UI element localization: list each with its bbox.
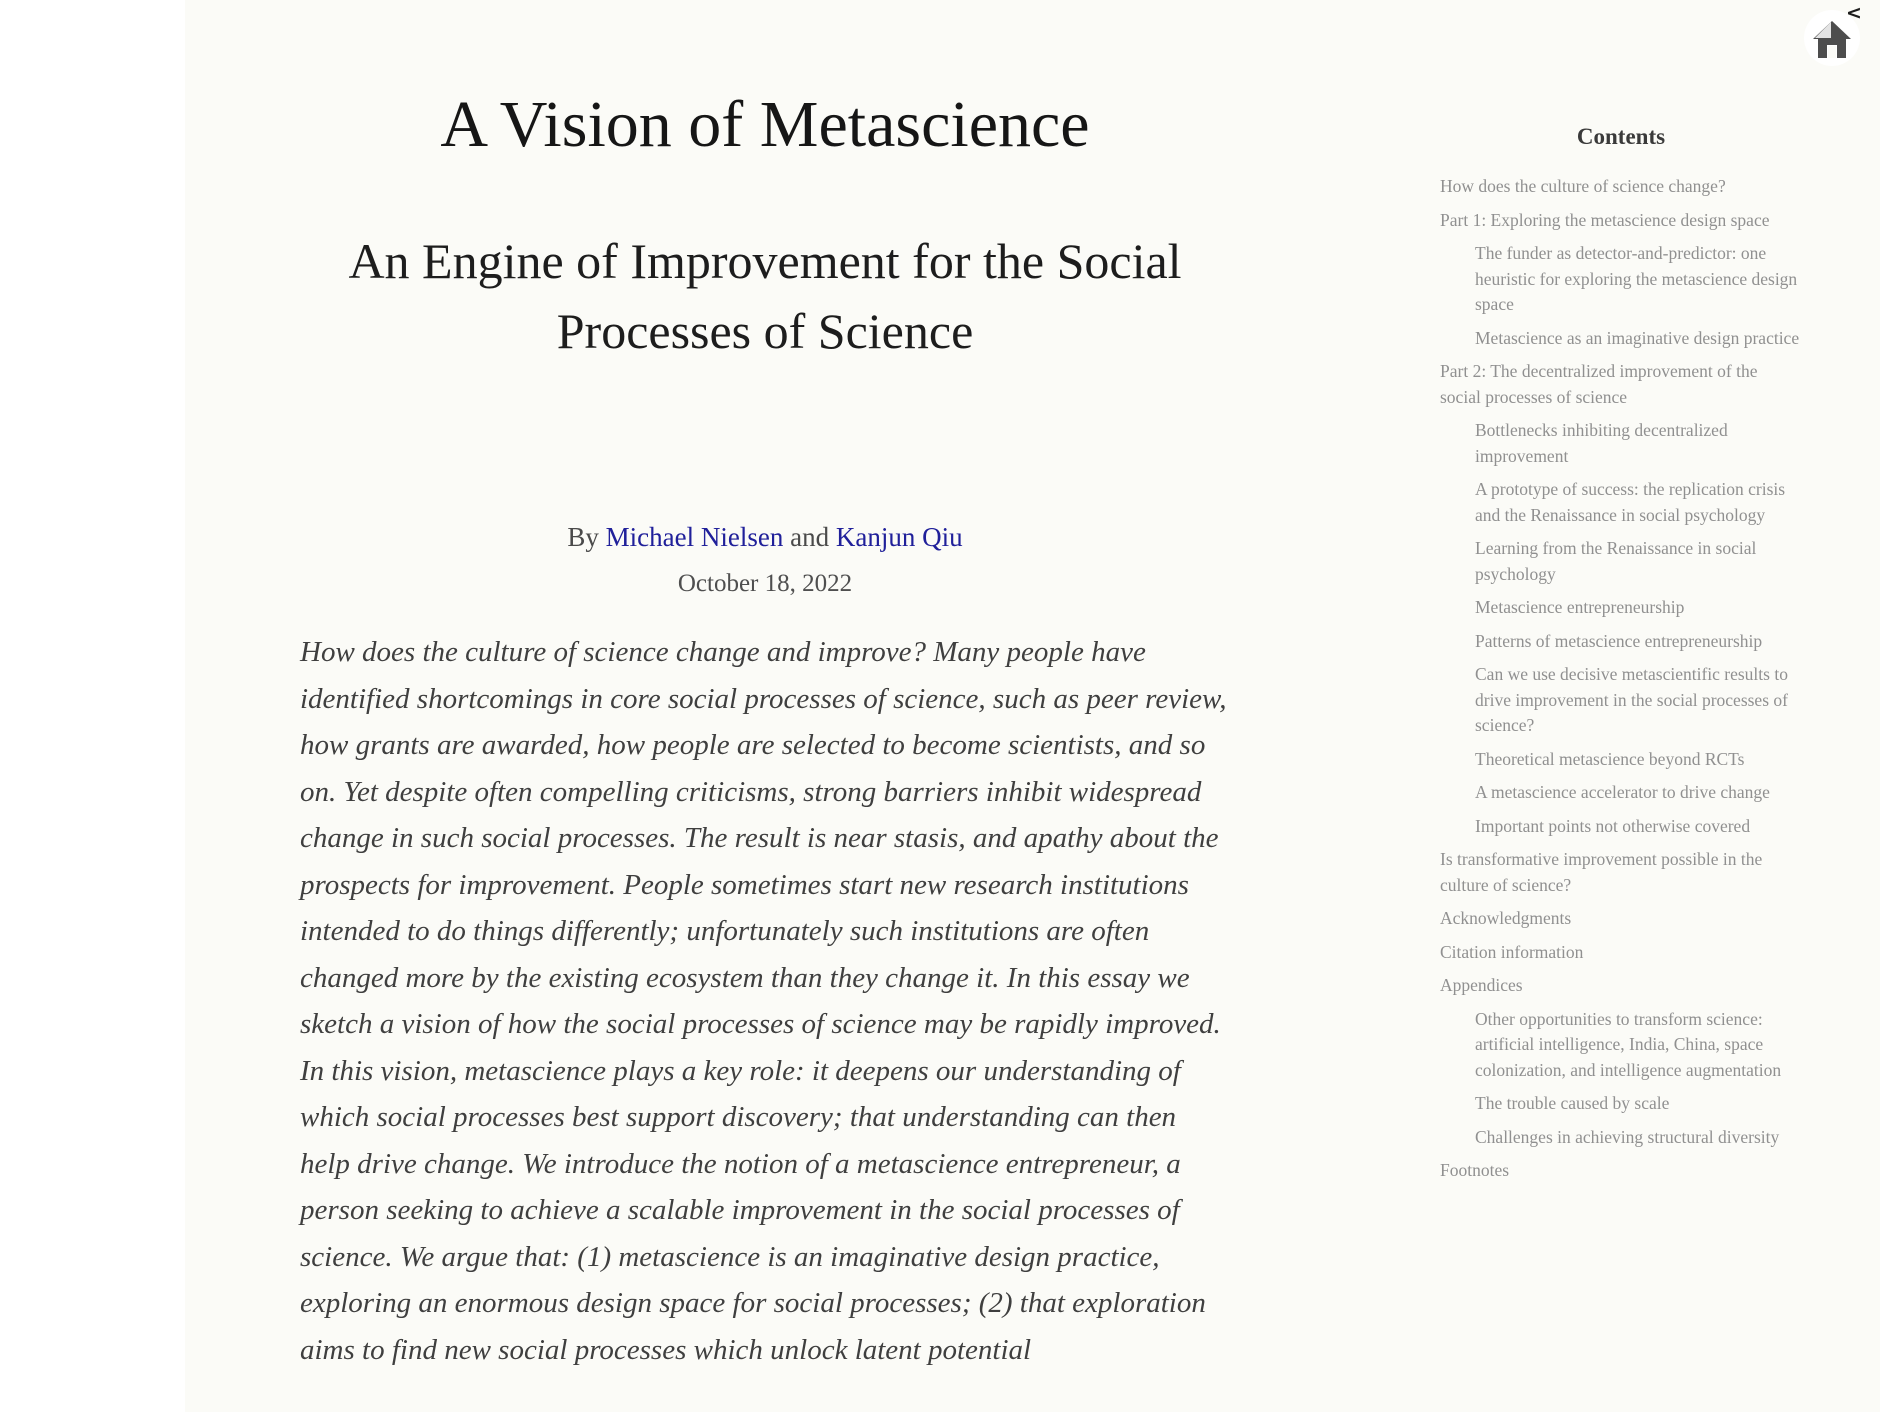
toc-item[interactable]: Learning from the Renaissance in social psychology [1475, 538, 1757, 584]
toc-item[interactable]: Theoretical metascience beyond RCTs [1475, 748, 1745, 769]
chevron-left-icon[interactable]: < [1846, 2, 1862, 24]
page-title: A Vision of Metascience [440, 88, 1090, 161]
toc-item[interactable]: A metascience accelerator to drive change [1475, 782, 1770, 802]
toc-item[interactable]: Important points not otherwise covered [1475, 815, 1751, 836]
toc-item[interactable]: Can we use decisive metascientific results to drive improvement in the social processes of science? [1475, 664, 1788, 735]
toc-item[interactable]: Part 1: Exploring the metascience design space [1440, 209, 1770, 230]
publication-date: October 18, 2022 [677, 570, 853, 597]
byline [300, 522, 1230, 553]
toc-heading: Contents [1576, 124, 1666, 149]
byline-prefix: By [567, 522, 606, 552]
page-subtitle: An Engine of Improvement for the Social Processes of Science [348, 233, 1182, 359]
toc-item[interactable]: Other opportunities to transform science: artificial intelligence, India, China, space colonization, and intelligence augmentation [1475, 1008, 1782, 1080]
left-margin [0, 0, 185, 1412]
toc-item[interactable]: Is transformative improvement possible in the culture of science? [1440, 849, 1763, 895]
toc-item[interactable]: Acknowledgments [1440, 908, 1572, 928]
toc-item[interactable]: Metascience as an imaginative design practice [1475, 327, 1800, 348]
toc-item[interactable]: A prototype of success: the replication crisis and the Renaissance in social psychology [1475, 479, 1786, 525]
author-link-michael-nielsen[interactable]: Michael Nielsen [605, 522, 784, 552]
toc-item[interactable]: The trouble caused by scale [1475, 1093, 1670, 1113]
toc-item[interactable]: Patterns of metascience entrepreneurship [1475, 630, 1763, 651]
toc-item[interactable]: Bottlenecks inhibiting decentralized improvement [1475, 420, 1728, 466]
author-link-kanjun-qiu[interactable]: Kanjun Qiu [835, 522, 963, 552]
abstract-paragraph: How does the culture of science change and improve? Many people have identified shortcomings in core social processes of science, such as peer review, how grants are awarded, how people are selected to become scientists, and so on. Yet despite often compelling criticisms, strong barriers inhibit widespread change in such social processes. The result is near stasis, and apathy about the prospects for improvement. People sometimes start new research institutions intended to do things differently; unfortunately such institutions are often changed more by the existing ecosystem than they change it. In this essay we sketch a vision of how the social processes of science may be rapidly improved. In this vision, metascience plays a key role: it deepens our understanding of which social processes best support discovery; that understanding can then help drive change. We introduce the notion of a metascience entrepreneur, a person seeking to achieve a scalable improvement in the social processes of science. We argue that: (1) metascience is an imaginative design practice, exploring an enormous design space for social processes; (2) that exploration aims to find new social processes which unlock latent potential [300, 636, 1227, 1366]
toc-item[interactable]: Citation information [1440, 941, 1584, 962]
toc-item[interactable]: How does the culture of science change? [1440, 176, 1726, 196]
toc-item[interactable]: The funder as detector-and-predictor: one heuristic for exploring the metascience design space [1475, 243, 1798, 314]
toc-item[interactable]: Footnotes [1440, 1160, 1510, 1180]
toc-item[interactable]: Appendices [1440, 975, 1523, 995]
toc-item[interactable]: Metascience entrepreneurship [1475, 597, 1685, 617]
table-of-contents [1440, 124, 1802, 1192]
byline-conjunction: and [783, 522, 836, 552]
toc-list [1440, 174, 1802, 1184]
toc-item[interactable]: Part 2: The decentralized improvement of the social processes of science [1440, 361, 1758, 407]
toc-item[interactable]: Challenges in achieving structural diversity [1475, 1126, 1780, 1147]
